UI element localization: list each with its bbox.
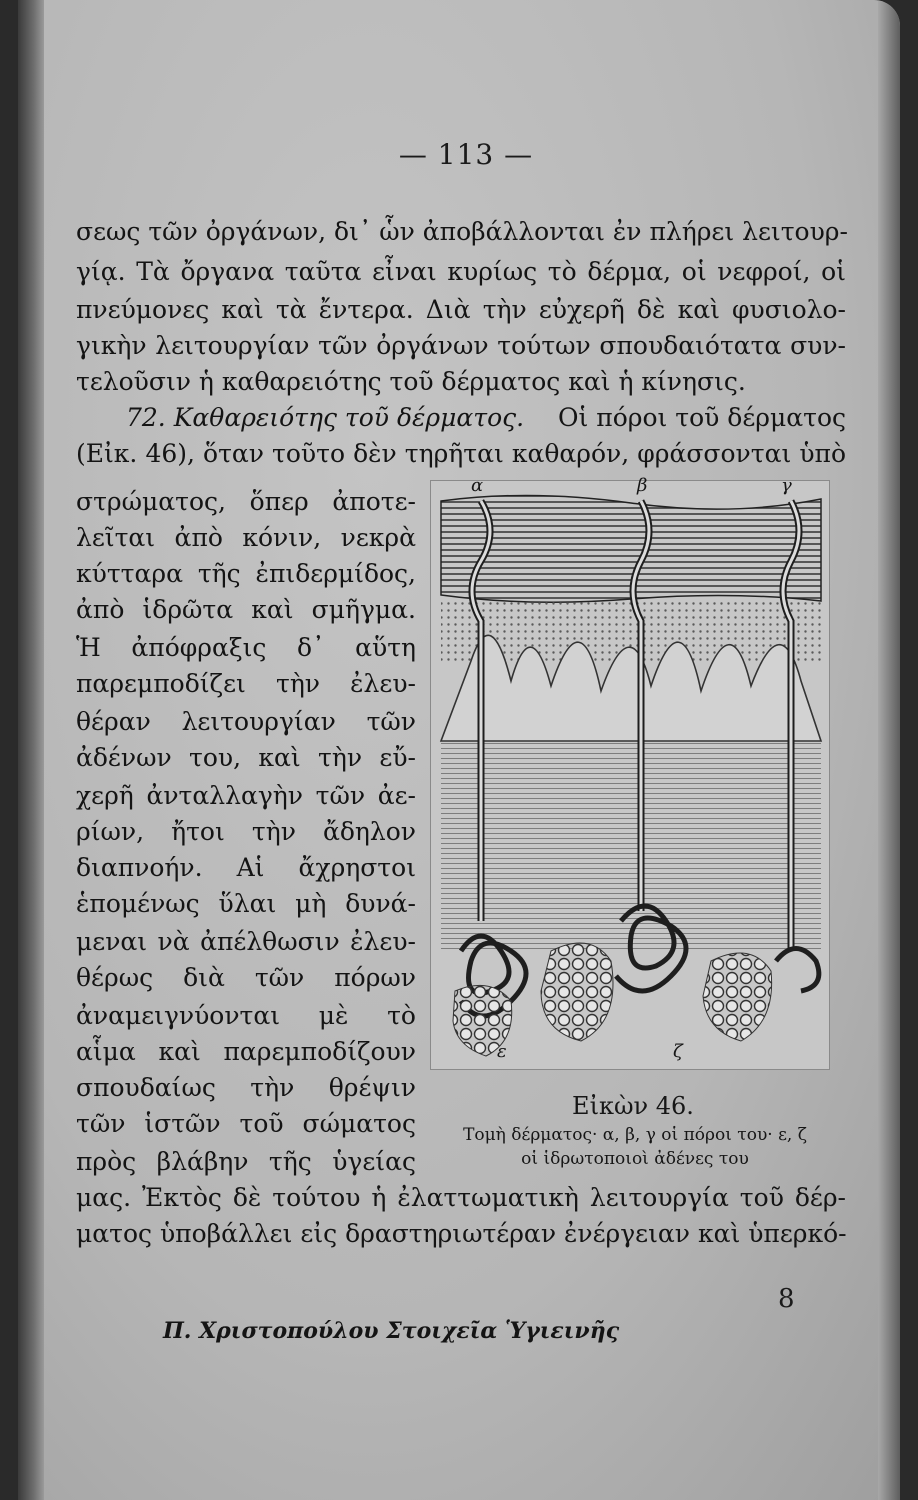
book-page	[18, 0, 900, 1500]
column-line: θέρως διὰ τῶν πόρων	[76, 963, 416, 992]
page-number: — 113 —	[398, 138, 534, 171]
text-line: ματος ὑποβάλλει εἰς δραστηριωτέραν ἐνέργειαν καὶ ὑπερκό-	[76, 1219, 847, 1248]
book-footer: Π. Χριστοπούλου Στοιχεῖα Ὑγιεινῆς	[163, 1318, 620, 1344]
text-line: μας. Ἐκτὸς δὲ τούτου ἡ ἐλαττωματικὴ λειτουργία τοῦ δέρ-	[76, 1183, 846, 1212]
column-line: αἷμα καὶ παρεμποδίζουν	[76, 1037, 416, 1066]
column-line: ἀναμειγνύονται μὲ τὸ	[76, 1001, 416, 1030]
column-line: διαπνοήν. Αἱ ἄχρηστοι	[76, 853, 416, 882]
text-line: (Εἰκ. 46), ὅταν τοῦτο δὲν τηρῆται καθαρόν, φράσσονται ὑπὸ	[76, 439, 846, 468]
column-line: κύτταρα τῆς ἐπιδερμίδος,	[76, 559, 416, 588]
figure-label-gamma: γ	[781, 475, 792, 496]
column-line: στρώματος, ὅπερ ἀποτε-	[76, 487, 416, 516]
column-line: σπουδαίως τὴν θρέψιν	[76, 1073, 416, 1102]
text-line: πνεύμονες καὶ τὰ ἔντερα. Διὰ τὴν εὐχερῆ δὲ καὶ φυσιολο-	[76, 295, 846, 324]
column-line: θέραν λειτουργίαν τῶν	[76, 707, 416, 736]
column-line: χερῆ ἀνταλλαγὴν τῶν ἀε-	[76, 781, 416, 810]
text-line: γίᾳ. Τὰ ὄργανα ταῦτα εἶναι κυρίως τὸ δέρμα, οἱ νεφροί, οἱ	[76, 257, 846, 286]
column-line: ἀδένων του, καὶ τὴν εὔ-	[76, 743, 416, 772]
page-gutter-shadow	[18, 0, 44, 1500]
figure-caption-line: οἱ ἱδρωτοποιοὶ ἀδένες του	[521, 1149, 749, 1169]
skin-section-illustration	[431, 481, 829, 1069]
column-line: λεῖται ἀπὸ κόνιν, νεκρὰ	[76, 523, 416, 552]
section-heading: 72. Καθαρειότης τοῦ δέρματος.	[126, 403, 525, 432]
figure-label-alpha: α	[471, 475, 484, 496]
column-line: ρίων, ἤτοι τὴν ἄδηλον	[76, 817, 416, 846]
figure-caption-title: Εἰκὼν 46.	[572, 1092, 694, 1120]
column-line: τῶν ἱστῶν τοῦ σώματος	[76, 1109, 416, 1138]
figure-label-epsilon: ε	[497, 1041, 507, 1062]
text-line: τελοῦσιν ἡ καθαρειότης τοῦ δέρματος καὶ ἡ κίνησις.	[76, 367, 746, 396]
page-edge-shadow	[878, 0, 900, 1500]
column-line: παρεμποδίζει τὴν ἐλευ-	[76, 669, 416, 698]
column-line: ἀπὸ ἱδρῶτα καὶ σμῆγμα.	[76, 595, 416, 624]
figure-caption-line: Τομὴ δέρματος· α, β, γ οἱ πόροι του· ε, ζ	[463, 1125, 807, 1145]
skin-section-figure	[430, 475, 830, 1070]
column-line: ἑπομένως ὕλαι μὴ δυνά-	[76, 889, 416, 918]
text-line: Οἱ πόροι τοῦ δέρματος	[558, 403, 846, 432]
column-line: πρὸς βλάβην τῆς ὑγείας	[76, 1147, 416, 1176]
figure-label-beta: β	[637, 475, 648, 496]
text-line: σεως τῶν ὀργάνων, δι᾽ ὧν ἀποβάλλονται ἐν πλήρει λειτουρ-	[76, 217, 848, 246]
sheet-signature-number: 8	[778, 1284, 795, 1314]
text-line: γικὴν λειτουργίαν τῶν ὀργάνων τούτων σπουδαιότατα συν-	[76, 331, 846, 360]
column-line: Ἡ ἀπόφραξις δ᾽ αὕτη	[76, 633, 416, 662]
figure-label-zeta: ζ	[673, 1041, 683, 1062]
column-line: μεναι νὰ ἀπέλθωσιν ἐλευ-	[76, 927, 416, 956]
